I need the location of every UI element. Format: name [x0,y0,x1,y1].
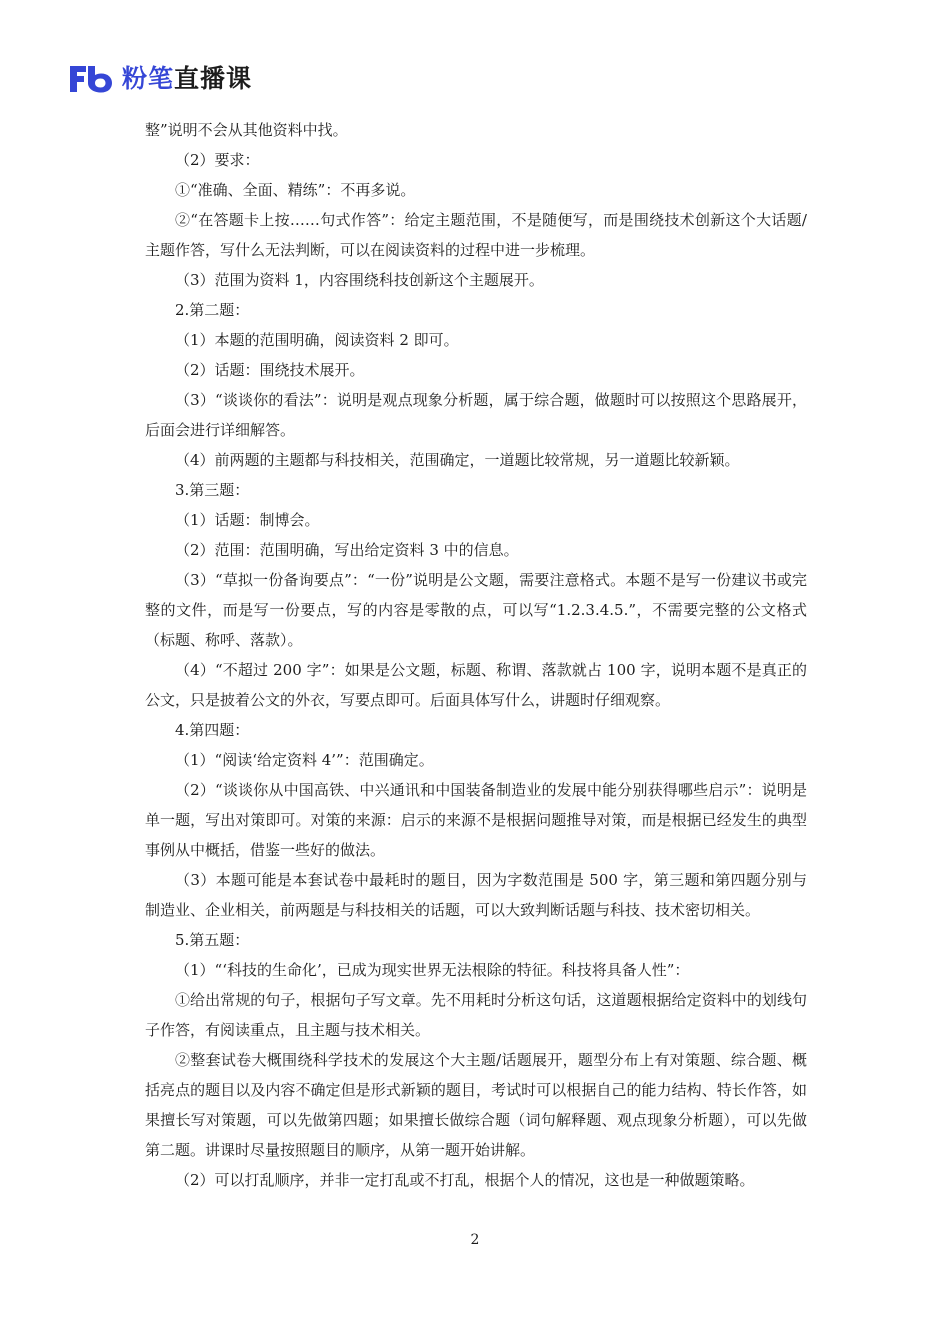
paragraph: 2.第二题： [175,301,250,319]
paragraph: （3）“谈谈你的看法”：说明是观点现象分析题，属于综合题，做题时可以按照这个思路展开，后面会进行详细解答。 [145,391,807,439]
document-body [145,115,807,1195]
paragraph: （3）本题可能是本套试卷中最耗时的题目，因为字数范围是 500 字，第三题和第四题分别与制造业、企业相关，前两题是与科技相关的话题，可以大致判断话题与科技、技术密切相关。 [145,871,807,919]
logo-text [122,62,252,96]
logo-product: 直播课 [174,64,253,93]
fb-logo-icon [68,64,114,94]
paragraph: （2）“谈谈你从中国高铁、中兴通讯和中国装备制造业的发展中能分别获得哪些启示”：说明是单一题，写出对策即可。对策的来源：启示的来源不是根据问题推导对策，而是根据已经发生的典型事例从中概括，借鉴一些好的做法。 [145,781,807,859]
paragraph: （3）“草拟一份备询要点”：“一份”说明是公文题，需要注意格式。本题不是写一份建议书或完整的文件，而是写一份要点，写的内容是零散的点，可以写“1.2.3.4.5.”，不需要完整的公文格式（标题、称呼、落款）。 [145,571,807,649]
paragraph: （1）话题：制博会。 [175,511,320,529]
page-number: 2 [470,1232,480,1248]
paragraph: ①给出常规的句子，根据句子写文章。先不用耗时分析这句话，这道题根据给定资料中的划线句子作答，有阅读重点，且主题与技术相关。 [145,991,807,1039]
paragraph: 5.第五题： [175,931,250,949]
paragraph: （2）话题：围绕技术展开。 [175,361,365,379]
paragraph: 整”说明不会从其他资料中找。 [145,121,348,139]
paragraph: （4）前两题的主题都与科技相关，范围确定，一道题比较常规，另一道题比较新颖。 [175,451,740,469]
paragraph: ②整套试卷大概围绕科学技术的发展这个大主题/话题展开，题型分布上有对策题、综合题、概括亮点的题目以及内容不确定但是形式新颖的题目，考试时可以根据自己的能力结构、特长作答，如果擅长写对策题，可以先做第四题；如果擅长做综合题（词句解释题、观点现象分析题），可以先做第二题。讲课时尽量按照题目的顺序，从第一题开始讲解。 [145,1051,807,1159]
paragraph: ①“准确、全面、精练”：不再多说。 [175,181,416,199]
paragraph: （2）范围：范围明确，写出给定资料 3 中的信息。 [175,541,519,559]
paragraph: （1）“‘科技的生命化’，已成为现实世界无法根除的特征。科技将具备人性”： [175,961,690,979]
paragraph: （2）要求： [175,151,260,169]
paragraph: 4.第四题： [175,721,250,739]
paragraph: （2）可以打乱顺序，并非一定打乱或不打乱，根据个人的情况，这也是一种做题策略。 [175,1171,755,1189]
paragraph: （3）范围为资料 1，内容围绕科技创新这个主题展开。 [175,271,544,289]
paragraph: ②“在答题卡上按……句式作答”：给定主题范围，不是随便写，而是围绕技术创新这个大话题/主题作答，写什么无法判断，可以在阅读资料的过程中进一步梳理。 [145,211,807,259]
header-logo [68,62,252,96]
paragraph: （1）本题的范围明确，阅读资料 2 即可。 [175,331,459,349]
paragraph: （1）“阅读‘给定资料 4’”：范围确定。 [175,751,434,769]
paragraph: 3.第三题： [175,481,250,499]
logo-brand: 粉笔 [122,64,175,93]
paragraph: （4）“不超过 200 字”：如果是公文题，标题、称谓、落款就占 100 字，说明本题不是真正的公文，只是披着公文的外衣，写要点即可。后面具体写什么，讲题时仔细观察。 [145,661,807,709]
